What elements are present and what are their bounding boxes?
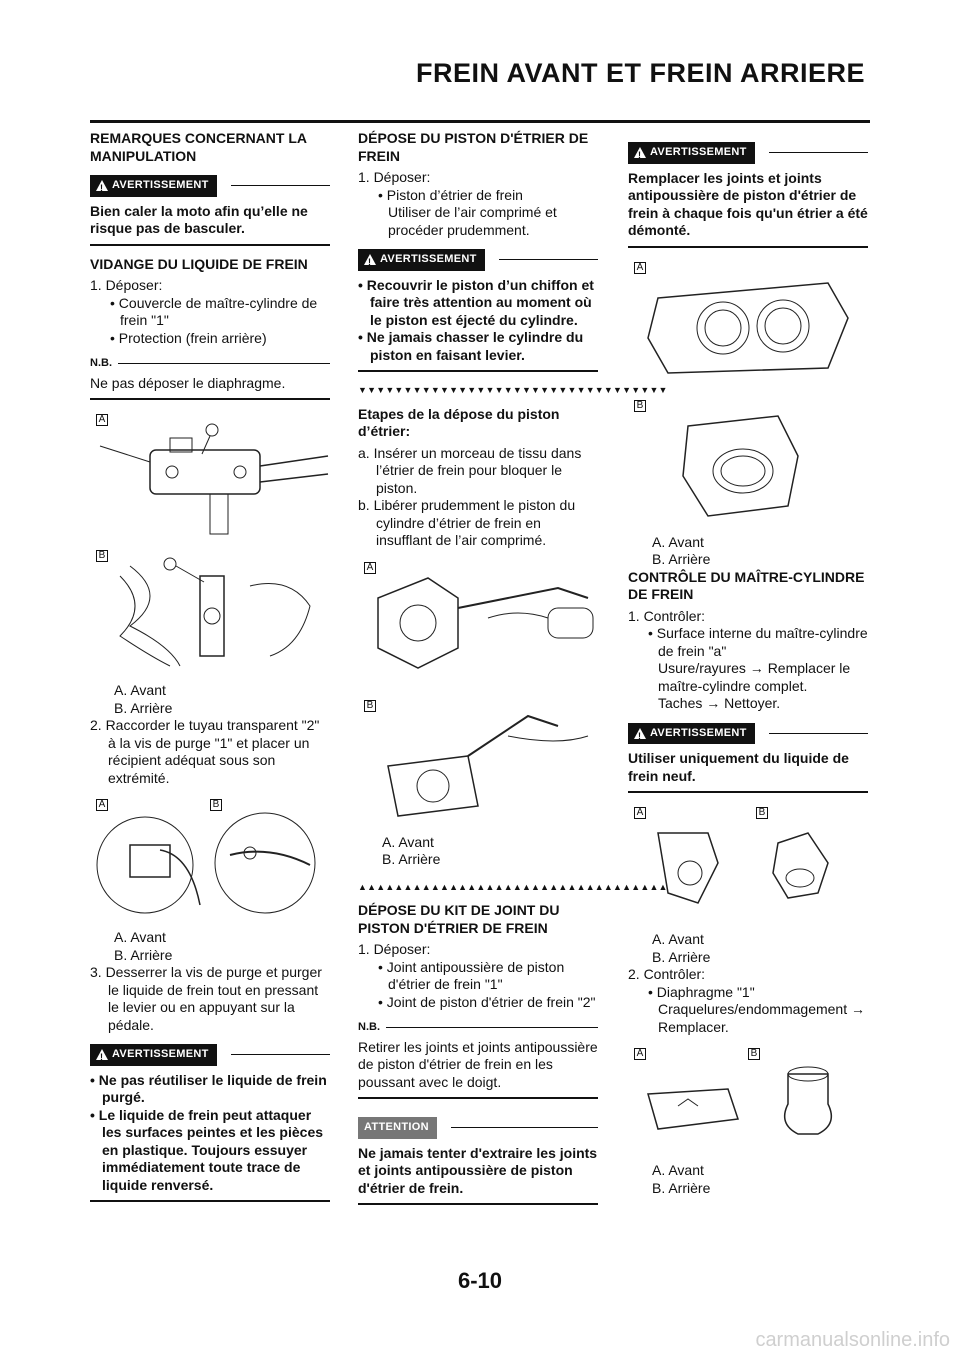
caption: A. Avant bbox=[652, 1162, 704, 1178]
step: 1. Déposer: bbox=[90, 277, 163, 293]
step-item: • Surface interne du maître-cylindre de frein "a" bbox=[648, 625, 868, 659]
warning-header bbox=[628, 142, 868, 164]
end-marker: ▲▲▲▲▲▲▲▲▲▲▲▲▲▲▲▲▲▲▲▲▲▲▲▲▲▲▲▲▲▲▲▲▲▲ bbox=[358, 881, 668, 892]
caption: B. Arrière bbox=[652, 948, 711, 965]
step: 3. Desserrer la vis de purge et purger le liquide de frein tout en pressant le levier ou en appuyant sur la pédale. bbox=[90, 964, 322, 1033]
step: 1. Déposer: bbox=[358, 169, 431, 185]
caption: B. Arrière bbox=[114, 946, 173, 963]
section-heading: REMARQUES CONCERNANT LA MANIPULATION bbox=[90, 130, 307, 164]
nb-header: N.B. bbox=[90, 355, 330, 373]
warning-text: • Ne pas réutiliser le liquide de frein purgé. bbox=[90, 1071, 327, 1105]
figure-bleed-hose: A B bbox=[90, 795, 330, 921]
front-caliper-seals-illustration bbox=[628, 258, 868, 388]
caption: A. Avant bbox=[114, 682, 166, 698]
step: 1. Contrôler: bbox=[628, 607, 706, 624]
master-cylinder-illustration bbox=[90, 410, 330, 538]
warning-text: Remplacer les joints et joints antipoussière de piston d'étrier de frein à chaque fois qu'un étrier a été démonté. bbox=[628, 169, 868, 238]
caption: B. Arrière bbox=[652, 1179, 711, 1196]
warning-text: • Le liquide de frein peut attaquer les surfaces peintes et les pièces en plastique. Toujours essuyer immédiatement toute trace de liquide renversé. bbox=[90, 1106, 324, 1193]
page-number: 6-10 bbox=[457, 1268, 503, 1293]
section-heading: CONTRÔLE DU MAÎTRE-CYLINDRE DE FREIN bbox=[628, 568, 865, 602]
warning-text: Utiliser uniquement du liquide de frein neuf. bbox=[628, 750, 849, 784]
warning-text: • Recouvrir le piston d’un chiffon et faire très attention au moment où le piston est éjecté du cylindre. bbox=[358, 276, 594, 328]
title-rule bbox=[90, 120, 870, 123]
caption: B. Arrière bbox=[382, 851, 441, 867]
caption: B. Arrière bbox=[114, 699, 173, 716]
section-heading: DÉPOSE DU KIT DE JOINT DU PISTON D'ÉTRIER DE FREIN bbox=[358, 902, 560, 936]
warning-icon bbox=[634, 147, 646, 158]
step: 2. Contrôler: bbox=[628, 966, 706, 982]
step-item: • Piston d’étrier de frein bbox=[378, 186, 523, 203]
caption: A. Avant bbox=[382, 833, 434, 850]
warning-icon bbox=[634, 728, 646, 739]
step-note: Taches → Nettoyer. bbox=[658, 695, 781, 711]
step-note: Craquelures/endommagement → Remplacer. bbox=[658, 1001, 865, 1035]
warning-badge: ! AVERTISSEMENT bbox=[628, 723, 755, 745]
rear-caliper-air-illustration bbox=[358, 696, 598, 826]
step: a. Insérer un morceau de tissu dans l’étrier de frein pour bloquer le piston. bbox=[358, 444, 582, 496]
warning-icon bbox=[96, 1049, 108, 1060]
bleed-hose-illustration bbox=[90, 795, 330, 921]
warning-icon bbox=[96, 180, 108, 191]
step-item: • Joint de piston d'étrier de frein "2" bbox=[378, 993, 596, 1010]
figure-bleed-front: A bbox=[90, 410, 330, 538]
warning-badge: ! AVERTISSEMENT bbox=[90, 175, 217, 197]
caption: A. Avant bbox=[652, 533, 704, 550]
nb-text: Retirer les joints et joints antipoussière de piston d'étrier de frein en les poussant avec le doigt. bbox=[358, 1038, 598, 1090]
warning-badge: ! AVERTISSEMENT bbox=[358, 249, 485, 271]
figure-piston-rear: B bbox=[358, 696, 598, 826]
nb-header: N.B. bbox=[358, 1019, 598, 1037]
column-3 bbox=[628, 130, 868, 1197]
warning-header bbox=[628, 723, 868, 745]
page-title: FREIN AVANT ET FREIN ARRIERE bbox=[415, 58, 865, 88]
attention-badge: ATTENTION bbox=[358, 1117, 437, 1139]
warning-header bbox=[90, 1044, 330, 1066]
step-item: • Joint antipoussière de piston d'étrier de frein "1" bbox=[378, 958, 565, 992]
warning-badge: ! AVERTISSEMENT bbox=[628, 142, 755, 164]
step-note: Usure/rayures → Remplacer le maître-cylindre complet. bbox=[658, 660, 851, 694]
caliper-air-illustration bbox=[358, 558, 598, 688]
attention-header bbox=[358, 1117, 598, 1139]
warning-header bbox=[90, 175, 330, 197]
figure-seals-front: A bbox=[628, 258, 868, 388]
step: 2. Raccorder le tuyau transparent "2" à la vis de purge "1" et placer un récipient adéquat sous son extrémité. bbox=[90, 717, 320, 786]
nb-text: Ne pas déposer le diaphragme. bbox=[90, 374, 286, 391]
step-item: • Couvercle de maître-cylindre de frein "1" bbox=[110, 294, 318, 328]
subsection-heading: Etapes de la dépose du piston d’étrier: bbox=[358, 405, 560, 439]
warning-text: • Ne jamais chasser le cylindre du piston en faisant levier. bbox=[358, 329, 584, 363]
start-marker: ▼▼▼▼▼▼▼▼▼▼▼▼▼▼▼▼▼▼▼▼▼▼▼▼▼▼▼▼▼▼▼▼▼▼ bbox=[358, 385, 668, 395]
figure-master-cyl: A B bbox=[628, 803, 868, 923]
caption: A. Avant bbox=[652, 931, 704, 947]
warning-text: Bien caler la moto afin qu’elle ne risque pas de basculer. bbox=[90, 202, 308, 236]
watermark: carmanualsonline.info bbox=[755, 1329, 950, 1351]
section-heading: DÉPOSE DU PISTON D'ÉTRIER DE FREIN bbox=[358, 130, 589, 164]
figure-diaphragm: A B bbox=[628, 1044, 868, 1154]
figure-seals-rear: B bbox=[628, 396, 868, 526]
rear-master-cylinder-illustration bbox=[90, 546, 330, 674]
step: b. Libérer prudemment le piston du cylindre d’étrier de frein en insufflant de l’air comprimé. bbox=[358, 497, 576, 548]
warning-icon bbox=[364, 254, 376, 265]
step-item: • Protection (frein arrière) bbox=[110, 329, 267, 346]
caption: A. Avant bbox=[114, 929, 166, 945]
master-cylinder-inspection-illustration bbox=[628, 803, 868, 923]
figure-piston-front: A bbox=[358, 558, 598, 688]
step-item: • Diaphragme "1" bbox=[648, 983, 755, 1000]
caption: B. Arrière bbox=[652, 551, 711, 567]
attention-text: Ne jamais tenter d'extraire les joints et joints antipoussière de piston d'étrier de frein. bbox=[358, 1144, 598, 1196]
figure-bleed-rear: B bbox=[90, 546, 330, 674]
diaphragm-illustration bbox=[628, 1044, 868, 1154]
step-note: Utiliser de l’air comprimé et procéder prudemment. bbox=[388, 204, 557, 238]
warning-badge: ! AVERTISSEMENT bbox=[90, 1044, 217, 1066]
section-heading: VIDANGE DU LIQUIDE DE FREIN bbox=[90, 255, 308, 272]
warning-header bbox=[358, 249, 598, 271]
step: 1. Déposer: bbox=[358, 941, 431, 957]
column-1 bbox=[90, 130, 330, 1212]
rear-caliper-seals-illustration bbox=[628, 396, 868, 526]
